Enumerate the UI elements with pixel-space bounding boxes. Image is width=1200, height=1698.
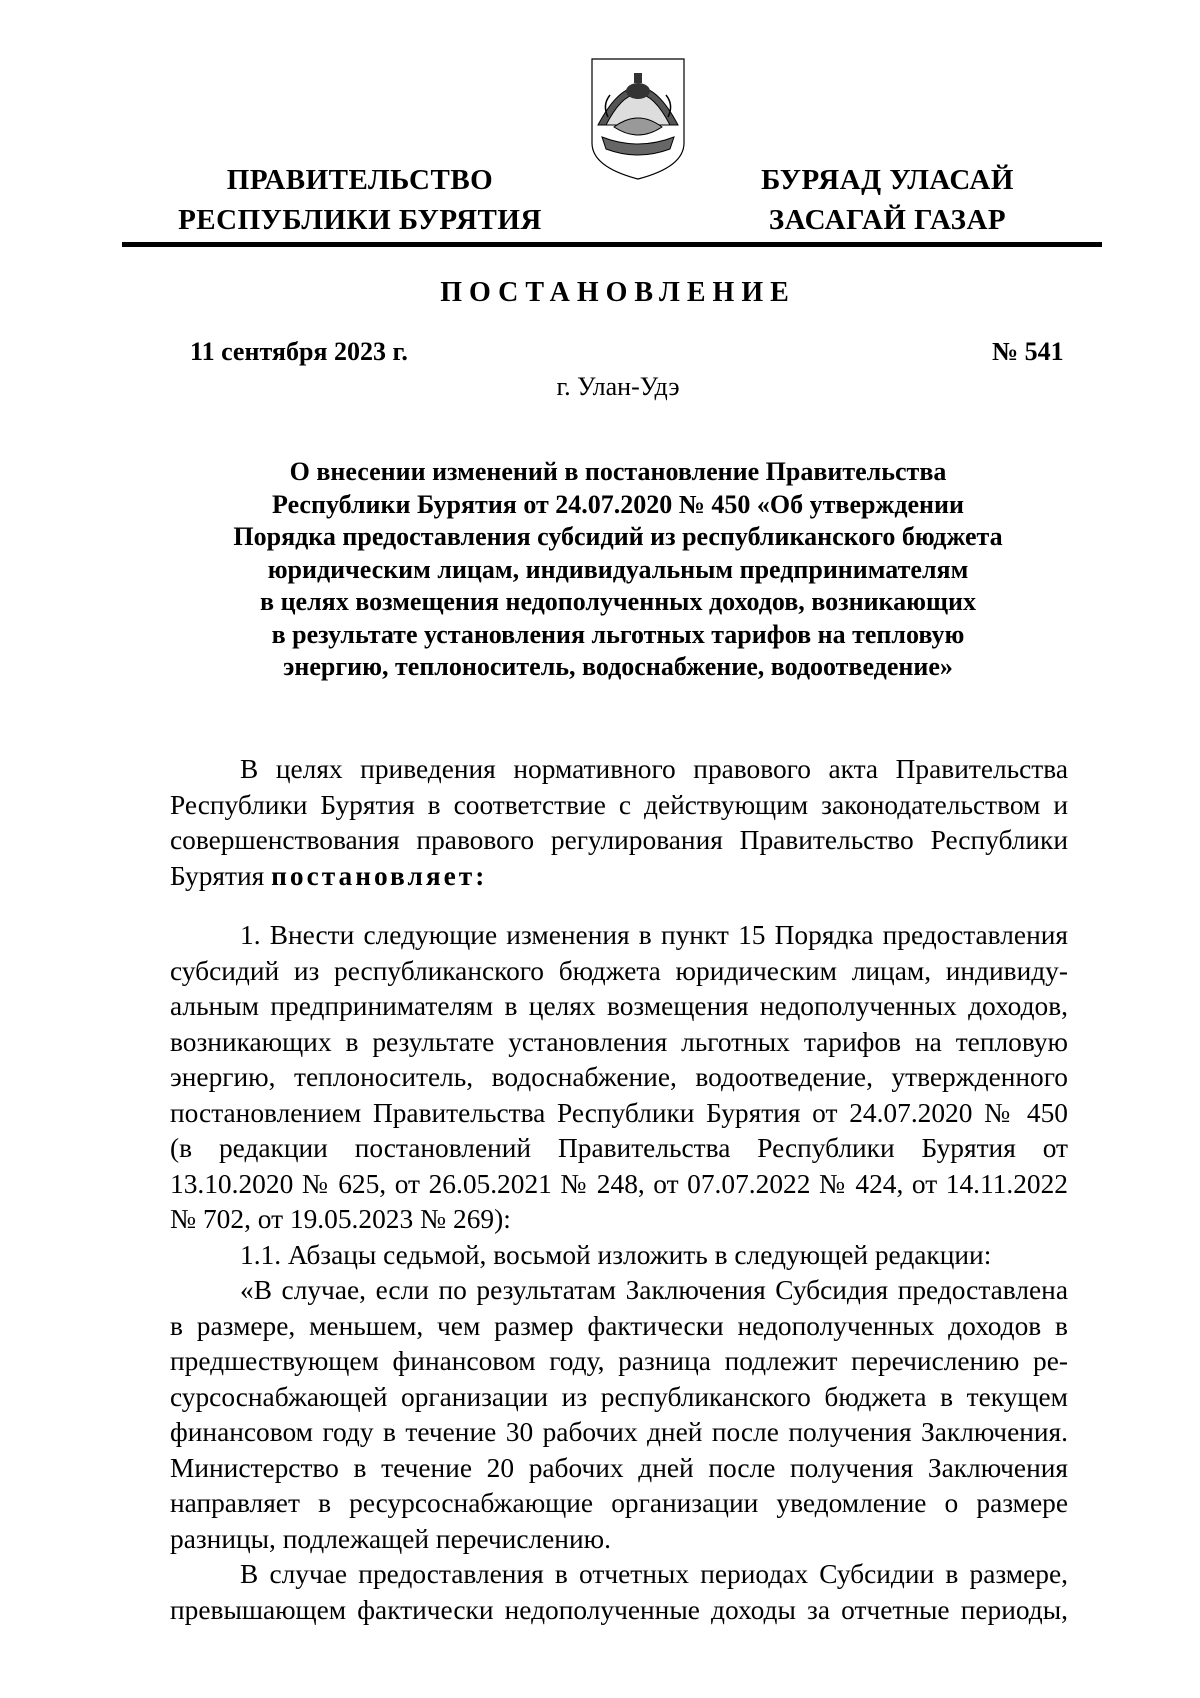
- government-name-bua: [745, 160, 1030, 240]
- title-line: Порядка предоставления субсидий из республиканского бюджета: [233, 522, 1003, 551]
- body-line: направляет в ресурсоснабжающие организации уведомление о размере: [170, 1488, 1068, 1518]
- header-left-line2: РЕСПУБЛИКИ БУРЯТИЯ: [178, 204, 542, 236]
- document-title: [200, 456, 1036, 684]
- body-line: постановлением Правительства Республики Бурятия от 24.07.2020 № 450: [170, 1097, 1068, 1128]
- resolves-keyword: постановляет:: [271, 860, 488, 891]
- body-line: финансовом году в течение 30 рабочих дней после получения Заключения.: [170, 1417, 1068, 1447]
- title-line: в результате установления льготных тарифов на тепловую: [271, 619, 965, 649]
- body-line: (в редакции постановлений Правительства Республики Бурятия от: [170, 1133, 1068, 1163]
- body-line: Министерство в течение 20 рабочих дней после получения Заключения: [170, 1452, 1068, 1483]
- body-line: № 702, от 19.05.2023 № 269):: [170, 1204, 511, 1234]
- body-line: превышающем фактически недополученные доходы за отчетные периоды,: [170, 1594, 1068, 1625]
- item-1-section: [170, 918, 1068, 1628]
- document-date: 11 сентября 2023 г.: [190, 337, 408, 366]
- body-line: альным предпринимателям в целях возмещения недополученных доходов,: [170, 991, 1068, 1021]
- body-line: В целях приведения нормативного правового акта Правительства: [240, 754, 1068, 784]
- body-line: в размере, меньшем, чем размер фактически недополученных доходов в: [170, 1310, 1068, 1341]
- header-left-line1: ПРАВИТЕЛЬСТВО: [226, 164, 494, 196]
- title-line: О внесении изменений в постановление Правительства: [289, 457, 947, 486]
- government-name-ru: [175, 160, 545, 240]
- body-line: сурсоснабжающей организации из республиканского бюджета в текущем: [170, 1381, 1068, 1412]
- title-line: юридическим лицам, индивидуальным предпринимателям: [267, 554, 969, 584]
- title-line: в целях возмещения недополученных доходов, возникающих: [260, 587, 976, 616]
- document-number: № 541: [992, 337, 1064, 366]
- document-type: ПОСТАНОВЛЕНИЕ: [440, 277, 796, 308]
- header-divider: [122, 242, 1102, 247]
- body-line: субсидий из республиканского бюджета юридическим лицам, индивиду-: [170, 955, 1068, 986]
- body-line: В случае предоставления в отчетных периодах Субсидии в размере,: [240, 1559, 1068, 1589]
- coat-of-arms-emblem: [588, 55, 688, 183]
- body-line: 1.1. Абзацы седьмой, восьмой изложить в следующей редакции:: [240, 1239, 992, 1270]
- header-right-line2: ЗАСАГАЙ ГАЗАР: [768, 204, 1007, 236]
- title-line: Республики Бурятия от 24.07.2020 № 450 «Об утверждении: [272, 489, 964, 519]
- document-city: г. Улан-Удэ: [556, 372, 680, 401]
- title-line: энергию, теплоноситель, водоснабжение, водоотведение»: [283, 652, 953, 681]
- body-line-final: [170, 859, 1068, 895]
- body-line: 1. Внести следующие изменения в пункт 15 Порядка предоставления: [240, 920, 1068, 950]
- preamble-end: Бурятия: [170, 860, 265, 891]
- preamble-paragraph: [170, 752, 1068, 894]
- body-line: 13.10.2020 № 625, от 26.05.2021 № 248, от 07.07.2022 № 424, от 14.11.2022: [170, 1168, 1068, 1199]
- body-line: предшествующем финансовом году, разница подлежит перечислению ре-: [170, 1346, 1068, 1376]
- body-line: Республики Бурятия в соответствие с действующим законодательством и: [170, 789, 1068, 820]
- body-line: разницы, подлежащей перечислению.: [170, 1523, 611, 1554]
- header-right-line1: БУРЯАД УЛАСАЙ: [761, 164, 1014, 196]
- body-line: энергию, теплоноситель, водоснабжение, водоотведение, утвержденного: [170, 1062, 1068, 1092]
- body-line: возникающих в результате установления льготных тарифов на тепловую: [170, 1026, 1068, 1057]
- body-line: «В случае, если по результатам Заключения Субсидия предоставлена: [240, 1275, 1068, 1305]
- body-line: совершенствования правового регулирования Правительство Республики: [170, 825, 1068, 855]
